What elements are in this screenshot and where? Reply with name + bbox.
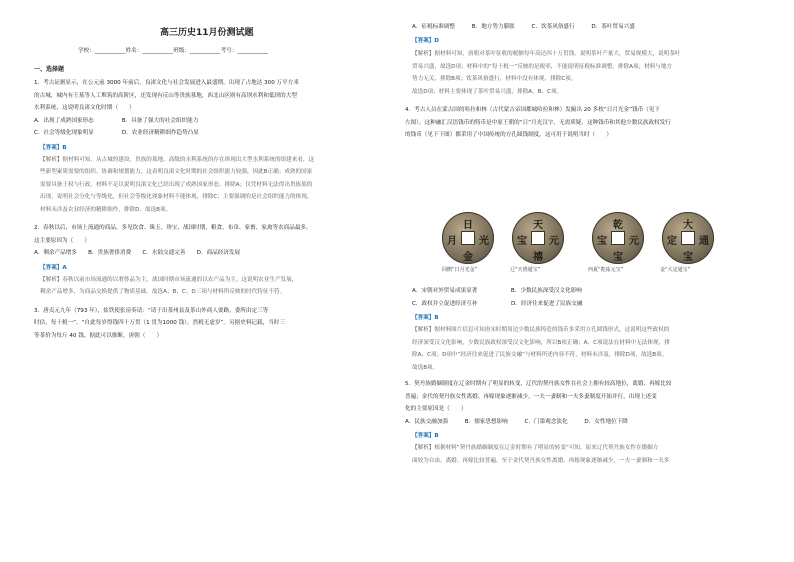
text-line: 等茶价为每斤 40 钱，据此可以推断，唐朝（ ） xyxy=(34,332,163,339)
text-line: 贸易兴盛，故选D项；材料中的“每十税一”反映的是税率，不能说明征税标准调整，排除A项；材料与地方 xyxy=(412,63,673,70)
coin-image: 天 元 宝 禧 xyxy=(512,212,564,264)
text-line: 水利系统，这说明良渚文化时期（ ） xyxy=(34,105,135,111)
text-line: 经济深受汉文化影响，少数民族政权深受汉文化影响，所以B项正确；A、C项说法在材料中无法体现，排 xyxy=(412,339,670,346)
text-line: 除A、C项；D项中“经济往来促进了民族交融”与材料所述内容不符，材料未涉及，排除D项，故选B项。 xyxy=(412,352,668,358)
answer-label: 【答案】B xyxy=(412,433,439,439)
text-line: 势力无关，排除B项；饮茶风俗盛行，材料中没有体现，排除C项。 xyxy=(412,76,577,82)
answer-label: 【答案】A xyxy=(40,264,67,271)
text-line: A．民族交融加强 B．儒家思想影响 C．门第观念淡化 D．女性地位下降 xyxy=(405,418,628,425)
coin-image: 乾 元 宝 宝 xyxy=(592,212,644,264)
text-line: 【解析】根据材料“契丹族婚姻制度在辽金时期有了明显的转变”可知，原来辽代契丹族女性在婚姻方 xyxy=(412,445,659,451)
text-line: 的钱币（见下下图）都采用了中国传统的方孔圆钱制度，这可用于说明当时（ ） xyxy=(405,132,612,138)
text-line: 3．唐贞元九年（793 年），盐铁使张滂奏请：“请于出茶州县及茶山外商人要路，委所由定三等 xyxy=(34,307,269,314)
section-heading: 一、选择题 xyxy=(34,66,65,73)
answer-label: 【答案】B xyxy=(40,144,67,151)
coin-figure xyxy=(420,212,720,274)
text-line: 的古城，城内有王墓等人工堆筑的高阶区，还发现有反山等贵族墓地，西北山区则有高坝水利和低坝的大型 xyxy=(34,92,297,99)
text-line: 【解析】据材料可知，唐朝对茶叶征收的税额每年高达四十万贯钱，说明茶叶产量大，贸易规模大，说明茶叶 xyxy=(412,51,681,57)
options-line: A．征税标准调整 B．地方势力膨胀 C．饮茶风俗盛行 D．茶叶贸易兴盛 xyxy=(412,24,635,30)
text-line: A．剩余产品增多 B．贵族奢侈消费 C．水陆交通完善 D．商品经济发展 xyxy=(34,250,241,256)
text-line: 出现，说明社会分化与等级化，但社会等级化现象材料不能体现，排除C；主要强调的是社会组织能力的体现， xyxy=(40,194,313,200)
text-line: 需要具备王权与行政，材料不足以说明良渚文化已经出现了成熟国家形态，排除A；仅凭材料无法得出贵族墓的 xyxy=(40,181,313,188)
coin-image: 大 通 定 宝 xyxy=(662,212,714,264)
text-line: 面较为自由，离婚、再嫁比较普遍。至于金代契丹族女性离婚、再嫁现象逐渐减少，一夫一妻制和一夫多 xyxy=(412,457,670,464)
text-line: 4．考古人员在蒙古国的哈拉和林（古代蒙古帝国都城哈拉和林）发掘出 20 多枚“日月光金”钱币（见下 xyxy=(405,107,660,113)
text-line: C．社会等级化现象明显 D．农业经济精耕细作趋势凸显 xyxy=(34,130,199,136)
text-line: 【解析】春秋以前市场流通的以奢侈品为主，战国时期市场流通的以农产品为主。这说明农业生产发展， xyxy=(40,276,298,283)
text-line: 普遍；金代的契丹族女性离婚、再嫁现象逐渐减少，一夫一妻制和一夫多妻制度开始并行，出现上述变 xyxy=(405,393,657,400)
text-line: A．宋朝对外贸易成果显著 B．少数民族深受汉文化影响 xyxy=(412,288,582,294)
text-line: 【解析】据材料可知，从古城的建设、贵族的墓地、高级的水利系统的存在体现出大型水利系统的组建来看，这 xyxy=(40,156,315,163)
answer-label: 【答案】D xyxy=(412,38,440,44)
coin-image: 日 光 月 金 xyxy=(442,212,494,264)
text-line: 5．契丹族婚姻制度在辽金时期有了明显的转变，辽代的契丹族女性在社会上拥有较高地位，离婚、再嫁比较 xyxy=(405,381,672,387)
text-line: 化的主要原因是（ ） xyxy=(405,406,467,412)
text-line: 材料未涉及农业经济的精耕细作，排除D。故选B项。 xyxy=(40,206,172,213)
coin-caption: 回鹘“日月光金” xyxy=(442,267,478,273)
text-line: 1．考古证据显示，在公元前 3000 年前后，良渚文化与社会发展进入最盛期，出现了占地达 300 万平方米 xyxy=(34,80,299,86)
text-line: 故选B项。 xyxy=(412,364,439,371)
text-line: 左图），这种融汇汉语钱币的铸币是中原王朝的“日”月光汉字，无需质疑，这种钱币和其他少数民族政权发行 xyxy=(405,119,671,126)
text-line: 2．春秋以后，市场上流通的商品，多见饮食、珠玉、珍宝，战国时期，粮食、布帛、家畜、家禽等农商品最多。 xyxy=(34,225,312,231)
student-info-line: 学校：___________姓名：___________班级：___________考号：___________ xyxy=(78,48,269,54)
coin-caption: 西夏“乾祐元宝” xyxy=(588,267,624,273)
text-line: A．出现了成熟国家形态 B．具备了强大的社会组织能力 xyxy=(34,117,199,124)
text-line: 剩余产品增多，为商品交换提供了物质基础。故选A；B、C、D三项与材料所反映的时代特征不符。 xyxy=(40,289,286,295)
text-line: C．政权并立促进经济互补 D．经济往来促进了民族交融 xyxy=(412,300,583,307)
text-line: 些新型素质需要的组织、协调和规划能力，这表明良渚文化时期的社会组织能力较强，因此B正确；成熟的国家 xyxy=(40,169,313,175)
coin-caption: 金“大定通宝” xyxy=(660,267,691,273)
text-line: 故选D项；材料主要体现了茶叶贸易兴盛，排除A、B、C项。 xyxy=(412,88,563,95)
text-line: 这主要原因为（ ） xyxy=(34,237,90,244)
page-title: 高三历史11月份测试题 xyxy=(160,28,254,38)
coin-caption: 辽“天禧通宝” xyxy=(510,267,541,273)
text-line: 时估，每十税一”。“自此每岁得钱四十万贯（1 贯为1000 钱），然税无虚岁”。另据史料记载，当时三 xyxy=(34,320,285,326)
answer-label: 【答案】B xyxy=(412,315,439,321)
text-line: 【解析】据材料图片信息可知唐宋时期周边少数民族铸造的钱币多采用方孔圆钱形式，这说明这些政权的 xyxy=(412,327,670,333)
